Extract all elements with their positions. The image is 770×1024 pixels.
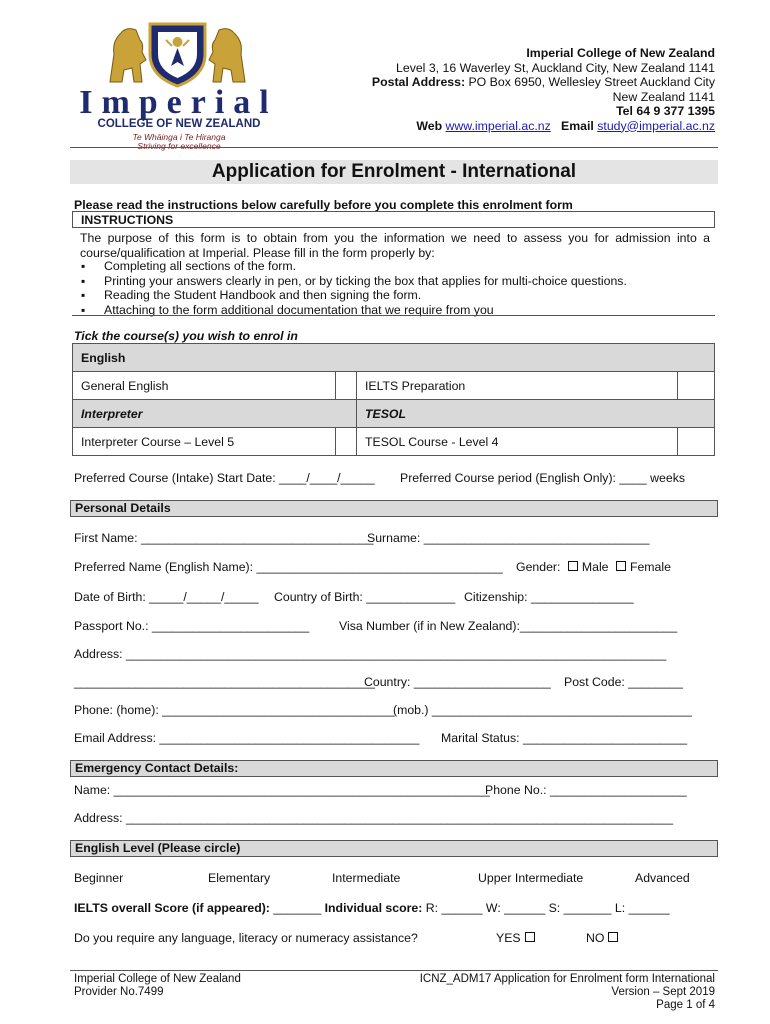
page-title: Application for Enrolment - International (70, 160, 718, 184)
postal-value: PO Box 6950, Wellesley Street Auckland City (468, 75, 715, 89)
preferred-name-field[interactable]: Preferred Name (English Name): ____________________________________ (74, 560, 503, 574)
logo-tagline-english: Striving for excellence (137, 141, 221, 151)
phone-mob-field[interactable]: (mob.) ______________________________________ (393, 703, 692, 717)
start-date-field[interactable]: Preferred Course (Intake) Start Date: ____/____/_____ (74, 471, 375, 485)
individual-score-label: Individual score: (324, 901, 423, 915)
instructions-list (80, 259, 627, 317)
web-label: Web (416, 118, 443, 133)
telephone: Tel 64 9 377 1395 (616, 104, 715, 118)
female-checkbox[interactable] (616, 561, 626, 571)
interpreter-course-label: Interpreter Course – Level 5 (73, 428, 336, 456)
general-english-label: General English (73, 372, 336, 400)
english-level-heading: English Level (Please circle) (70, 840, 718, 857)
male-label: Male (581, 560, 609, 574)
individual-score-fields[interactable]: R: ______ W: ______ S: _______ L: ______ (425, 901, 670, 915)
female-label: Female (629, 560, 671, 574)
website-link[interactable]: www.imperial.ac.nz (445, 118, 551, 133)
email-label: Email (561, 118, 594, 133)
postal-address-line2: New Zealand 1141 (612, 89, 715, 104)
emergency-address-field[interactable]: Address: ________________________________________________________________________________ (74, 811, 674, 825)
email-field[interactable]: Email Address: ______________________________________ (74, 731, 420, 745)
logo-wordmark: Imperial (79, 84, 278, 121)
surname-field[interactable]: Surname: _________________________________ (367, 531, 650, 545)
course-period-field[interactable]: Preferred Course period (English Only): ____ weeks (400, 471, 686, 485)
emergency-phone-field[interactable]: Phone No.: ____________________ (485, 783, 687, 797)
footer-page-number: Page 1 of 4 (656, 999, 715, 1011)
ielts-score-line (74, 901, 670, 915)
contact-block (372, 46, 715, 133)
postal-address (372, 75, 715, 90)
address-line2-field[interactable]: ____________________________________________ (74, 675, 375, 689)
marital-status-field[interactable]: Marital Status: ________________________ (441, 731, 688, 745)
footer-college: Imperial College of New Zealand (74, 973, 241, 985)
level-beginner[interactable]: Beginner (74, 871, 124, 885)
yes-checkbox[interactable] (525, 932, 535, 942)
footer-right (420, 973, 715, 1012)
list-item: ▪ Printing your answers clearly in pen, or by ticking the box that applies for multi-choice questions. (80, 274, 627, 289)
assistance-no (586, 931, 622, 945)
header-divider (70, 147, 718, 148)
visa-field[interactable]: Visa Number (if in New Zealand):_______________________ (339, 619, 678, 633)
footer-provider: Provider No.7499 (74, 986, 164, 998)
instructions-text: The purpose of this form is to obtain from you the information we need to assess you for admission into a course/qualification at Imperial. Please fill in the form properly by: (80, 231, 710, 260)
postal-label: Postal Address: (371, 75, 466, 89)
footer-version: Version – Sept 2019 (611, 986, 715, 998)
personal-details-heading: Personal Details (70, 500, 718, 517)
citizenship-field[interactable]: Citizenship: _______________ (464, 590, 634, 604)
gender-options (516, 560, 671, 574)
gender-label: Gender: (516, 560, 561, 574)
emergency-heading: Emergency Contact Details: (70, 760, 718, 777)
level-advanced[interactable]: Advanced (635, 871, 690, 885)
courses-lead: Tick the course(s) you wish to enrol in (74, 329, 298, 343)
level-intermediate[interactable]: Intermediate (332, 871, 401, 885)
footer-left (74, 973, 241, 999)
country-field[interactable]: Country: ____________________ (364, 675, 551, 689)
general-english-checkbox[interactable] (336, 372, 357, 400)
ielts-prep-checkbox[interactable] (678, 372, 715, 400)
instructions-heading: INSTRUCTIONS (72, 211, 715, 228)
tesol-course-label: TESOL Course - Level 4 (357, 428, 678, 456)
web-email-line (372, 119, 715, 134)
yes-label: YES (496, 931, 521, 945)
ielts-label: IELTS overall Score (if appeared): (74, 901, 270, 915)
passport-field[interactable]: Passport No.: _______________________ (74, 619, 310, 633)
male-checkbox[interactable] (568, 561, 578, 571)
assistance-yes (496, 931, 539, 945)
logo-tagline (74, 133, 284, 151)
address-field[interactable]: Address: _______________________________________________________________________________ (74, 647, 667, 661)
level-upper-intermediate[interactable]: Upper Intermediate (478, 871, 584, 885)
level-elementary[interactable]: Elementary (208, 871, 271, 885)
country-of-birth-field[interactable]: Country of Birth: _____________ (274, 590, 456, 604)
tesol-header: TESOL (357, 400, 715, 428)
footer-divider (70, 970, 718, 971)
emergency-name-field[interactable]: Name: _______________________________________________________ (74, 783, 490, 797)
ielts-prep-label: IELTS Preparation (357, 372, 678, 400)
tesol-course-checkbox[interactable] (678, 428, 715, 456)
street-address: Level 3, 16 Waverley St, Auckland City, New Zealand 1141 (396, 60, 715, 75)
ielts-overall-field[interactable]: _______ (273, 901, 322, 915)
instructions-lead: Please read the instructions below carefully before you complete this enrolment form (74, 198, 573, 212)
no-checkbox[interactable] (608, 932, 618, 942)
phone-home-field[interactable]: Phone: (home): __________________________________ (74, 703, 395, 717)
crest-icon (70, 14, 285, 89)
no-label: NO (586, 931, 605, 945)
instructions-divider (72, 315, 715, 316)
interpreter-header: Interpreter (73, 400, 357, 428)
list-item: ▪ Reading the Student Handbook and then signing the form. (80, 288, 627, 303)
email-link[interactable]: study@imperial.ac.nz (597, 118, 715, 133)
interpreter-course-checkbox[interactable] (336, 428, 357, 456)
assistance-question: Do you require any language, literacy or numeracy assistance? (74, 931, 418, 945)
college-logo (70, 14, 285, 151)
dob-field[interactable]: Date of Birth: _____/_____/_____ (74, 590, 259, 604)
postcode-field[interactable]: Post Code: ________ (564, 675, 683, 689)
college-name: Imperial College of New Zealand (526, 46, 715, 60)
list-item: ▪ Completing all sections of the form. (80, 259, 627, 274)
logo-college-name: COLLEGE OF NEW ZEALAND (97, 118, 261, 130)
list-item: ▪ Attaching to the form additional documentation that we require from you (80, 303, 627, 318)
course-table (72, 343, 715, 456)
english-header: English (73, 344, 715, 372)
footer-form-code: ICNZ_ADM17 Application for Enrolment form International (419, 973, 715, 985)
logo-tagline-maori: Te Whāinga i Te Hiranga (132, 132, 226, 142)
first-name-field[interactable]: First Name: __________________________________ (74, 531, 374, 545)
